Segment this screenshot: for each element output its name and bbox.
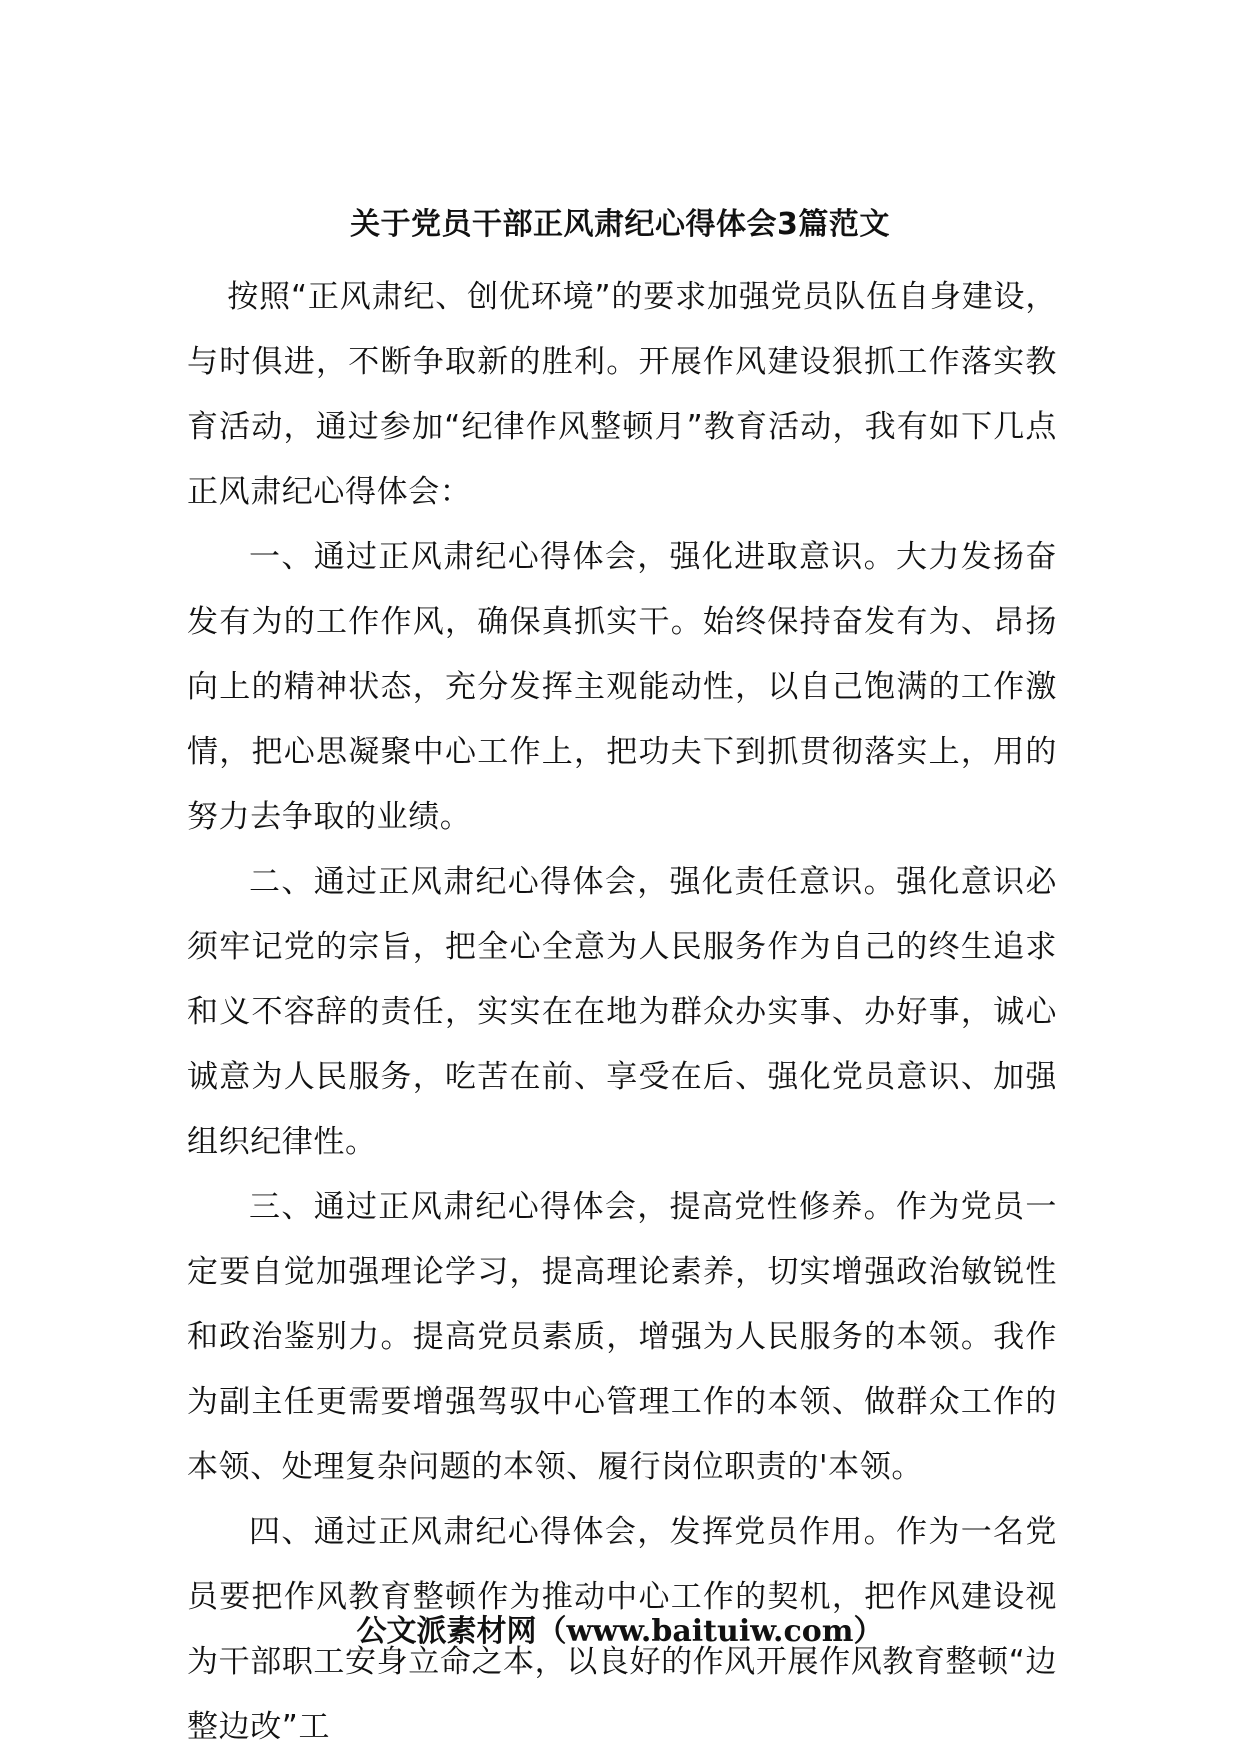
paragraph-point-2: 二、通过正风肃纪心得体会，强化责任意识。强化意识必须牢记党的宗旨，把全心全意为人民服务作为自己的终生追求和义不容辞的责任，实实在在地为群众办实事、办好事，诚心诚意为人民服务，吃苦在前、享受在后、强化党员意识、加强组织纪律性。 xyxy=(187,864,1057,1160)
paragraph-point-4: 四、通过正风肃纪心得体会，发挥党员作用。作为一名党员要把作风教育整顿作为推动中心工作的契机，把作风建设视为干部职工安身立命之本，以良好的作风开展作风教育整顿“边整边改”工 xyxy=(187,1514,1057,1745)
footer-watermark: 公文派素材网（www.baituiw.com） xyxy=(356,1614,884,1649)
paragraph-point-3: 三、通过正风肃纪心得体会，提高党性修养。作为党员一定要自觉加强理论学习，提高理论素养，切实增强政治敏锐性和政治鉴别力。提高党员素质，增强为人民服务的本领。我作为副主任更需要增强驾驭中心管理工作的本领、做群众工作的本领、处理复杂问题的本领、履行岗位职责的'本领。 xyxy=(187,1189,1057,1485)
document-body xyxy=(187,265,1057,1760)
paragraph-point-1: 一、通过正风肃纪心得体会，强化进取意识。大力发扬奋发有为的工作作风，确保真抓实干。始终保持奋发有为、昂扬向上的精神状态，充分发挥主观能动性，以自己饱满的工作激情，把心思凝聚中心工作上，把功夫下到抓贯彻落实上，用的努力去争取的业绩。 xyxy=(187,539,1057,835)
paragraph-intro: 按照“正风肃纪、创优环境”的要求加强党员队伍自身建设，与时俱进，不断争取新的胜利。开展作风建设狠抓工作落实教育活动，通过参加“纪律作风整顿月”教育活动，我有如下几点正风肃纪心得体会： xyxy=(187,279,1057,510)
document-title: 关于党员干部正风肃纪心得体会3篇范文 xyxy=(350,207,890,242)
